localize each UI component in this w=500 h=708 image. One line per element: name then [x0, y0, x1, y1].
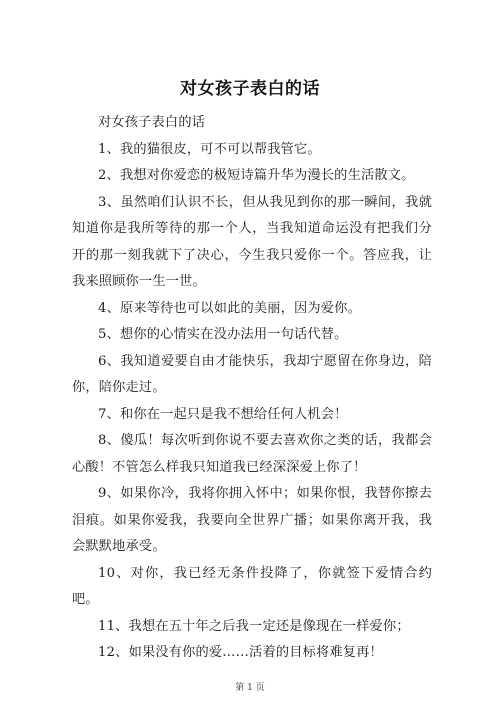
paragraph: 4、原来等待也可以如此的美丽，因为爱你。: [98, 300, 361, 316]
paragraph: 对女孩子表白的话: [98, 115, 206, 130]
paragraph: 6、我知道爱要自由才能快乐，我却宁愿留在你身边，陪你，陪你走过。: [72, 353, 432, 395]
paragraph: 5、想你的心情实在没办法用一句话代替。: [98, 327, 348, 342]
document-body: [72, 110, 432, 667]
page-number: 第 1 页: [235, 683, 265, 693]
page-title: 对女孩子表白的话: [180, 79, 320, 99]
paragraph: 9、如果你冷，我将你拥入怀中；如果你恨，我替你擦去泪痕。如果你爱我，我要向全世界广播；如果你离开我，我会默默地承受。: [72, 486, 432, 554]
paragraph: 10、对你，我已经无条件投降了，你就签下爱情合约吧。: [72, 565, 432, 607]
paragraph: 3、虽然咱们认识不长，但从我见到你的那一瞬间，我就知道你是我所等待的那一个人，当我知道命运没有把我们分开的那一刻我就下了决心，今生我只爱你一个。答应我，让我来照顾你一生一世。: [72, 194, 432, 289]
paragraph: 12、如果没有你的爱……活着的目标将难复再！: [98, 645, 383, 660]
paragraph: 1、我的猫很皮，可不可以帮我管它。: [98, 141, 321, 157]
paragraph: 7、和你在一起只是我不想给任何人机会！: [98, 406, 348, 422]
paragraph: 2、我想对你爱恋的极短诗篇升华为漫长的生活散文。: [98, 168, 415, 183]
paragraph: 11、我想在五十年之后我一定还是像现在一样爱你；: [98, 618, 410, 634]
paragraph: 8、傻瓜！每次听到你说不要去喜欢你之类的话，我都会心酸！不管怎么样我只知道我已经深深爱上你了！: [72, 433, 432, 475]
